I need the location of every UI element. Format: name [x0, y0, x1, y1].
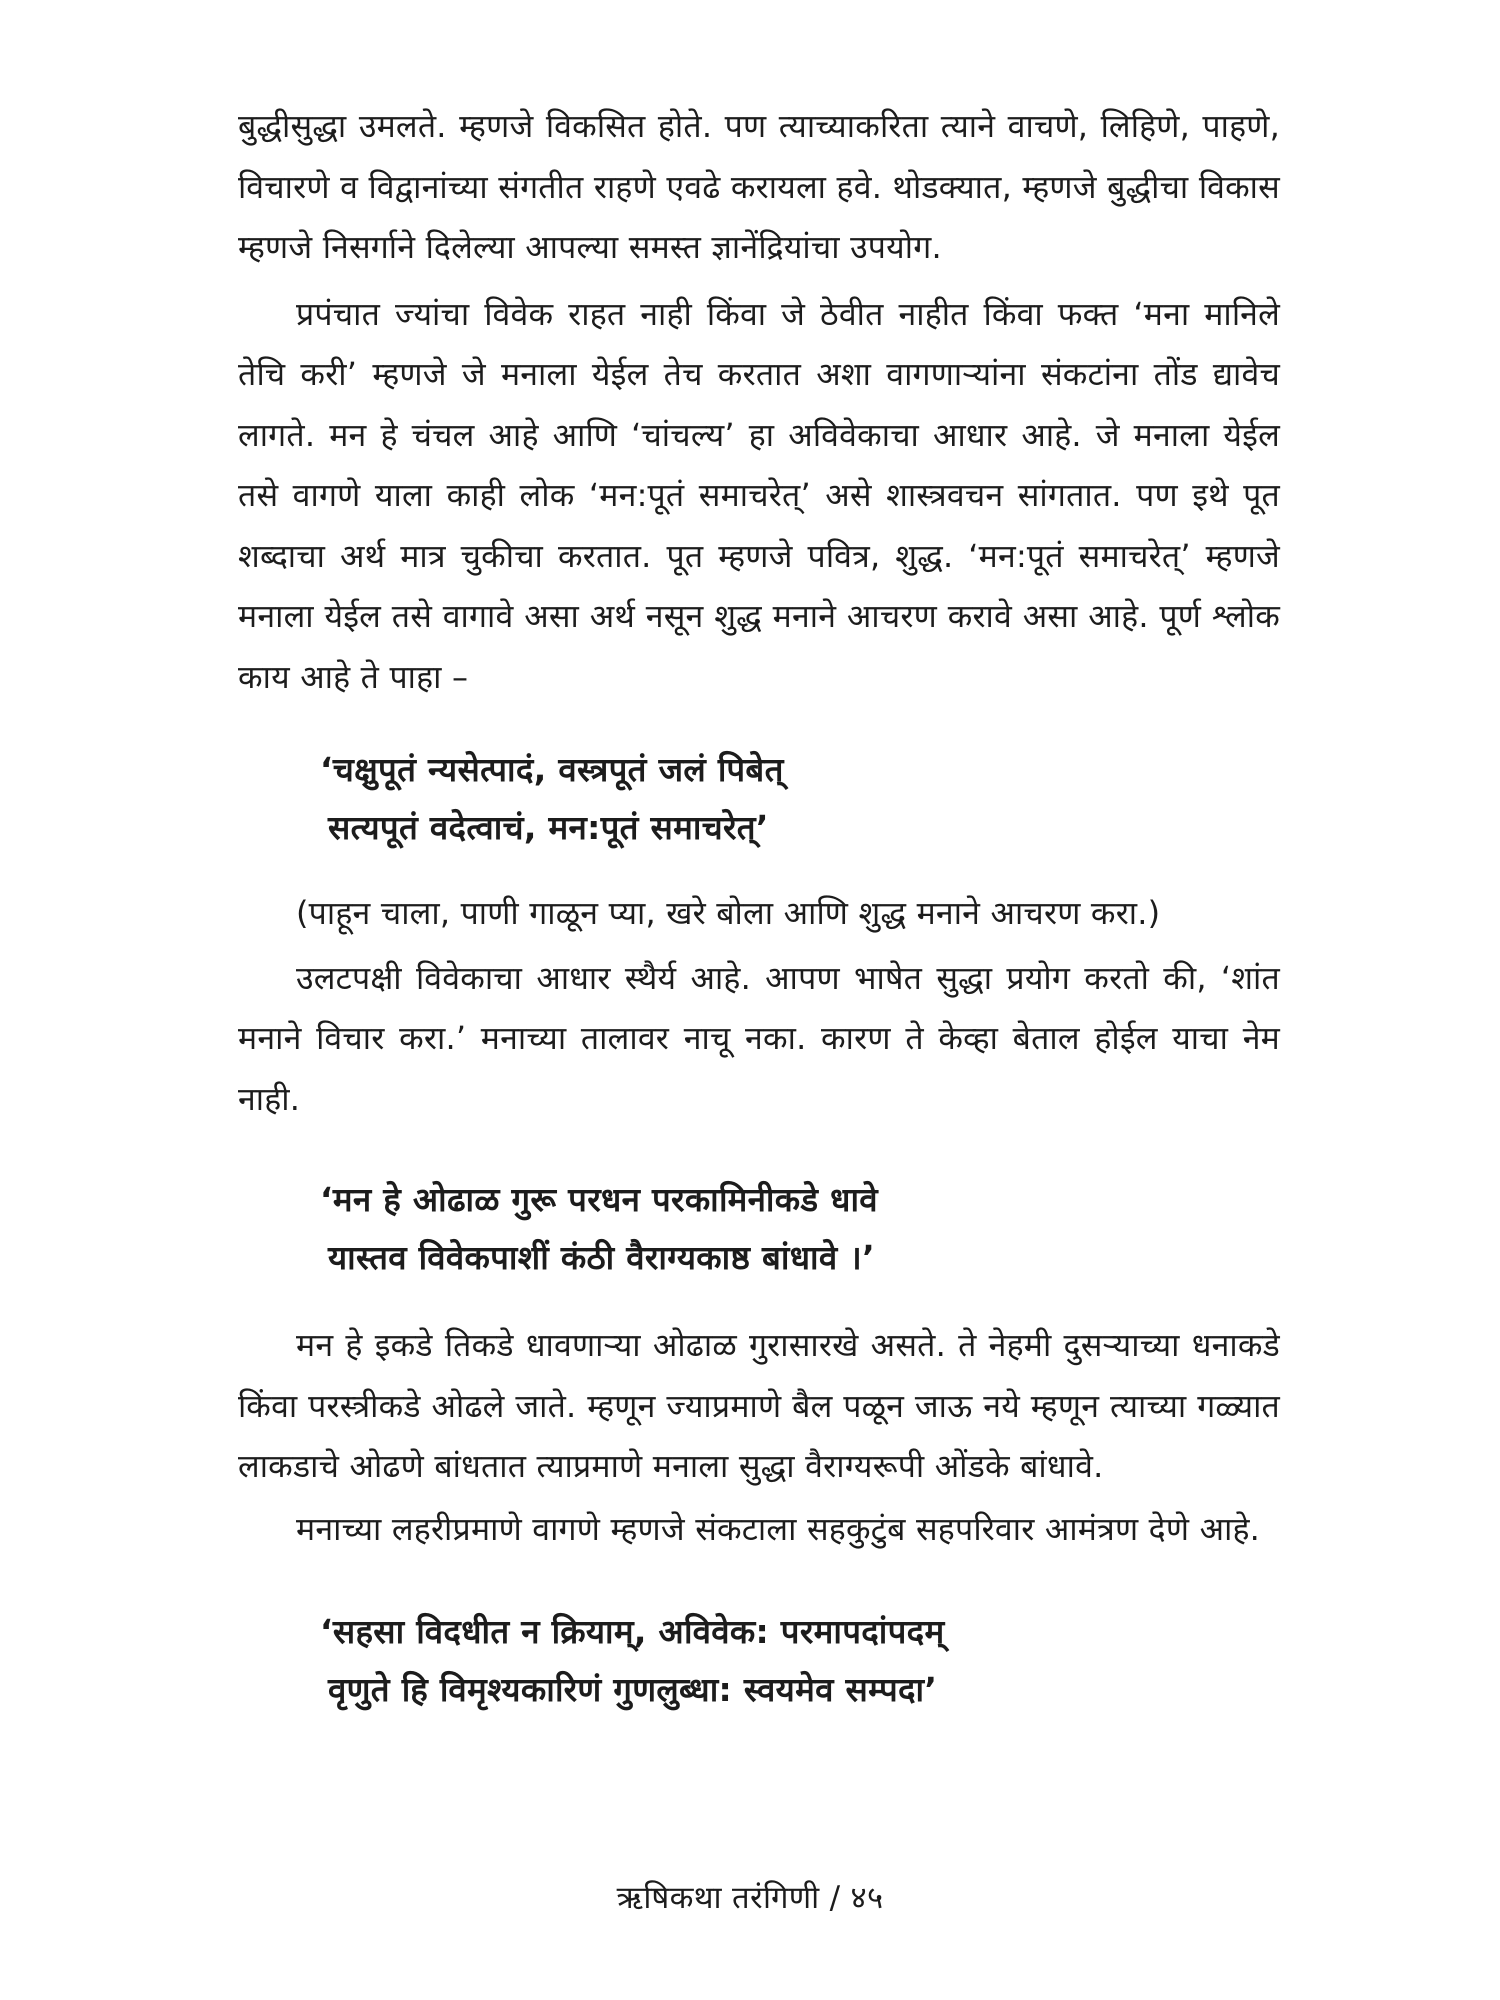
- page-footer: ऋषिकथा तरंगिणी / ४५: [616, 1880, 884, 1916]
- verse-3-line-2: वृणुते हि विमृश्यकारिणं गुणलुब्धा: स्वयमेव सम्पदा’: [328, 1670, 938, 1709]
- paragraph-whims: मनाच्या लहरीप्रमाणे वागणे म्हणजे संकटाला सहकुटुंब सहपरिवार आमंत्रण देणे आहे.: [296, 1509, 1261, 1548]
- verse-2-line-2: यास्तव विवेकपाशीं कंठी वैराग्यकाष्ठ बांधावे ।’: [328, 1238, 875, 1277]
- paragraph-translation: (पाहून चाला, पाणी गाळून प्या, खरे बोला आणि शुद्ध मनाने आचरण करा.): [296, 894, 1161, 932]
- verse-1-line-1: ‘चक्षुपूतं न्यसेत्पादं, वस्त्रपूतं जलं पिबेत्: [320, 750, 784, 789]
- verse-3-line-1: ‘सहसा विदधीत न क्रियाम्, अविवेक: परमापदांपदम्: [320, 1612, 945, 1651]
- verse-block-2: [320, 1171, 1280, 1287]
- verse-block-1: [320, 741, 1280, 857]
- paragraph-discernment: प्रपंचात ज्यांचा विवेक राहत नाही किंवा जे ठेवीत नाहीत किंवा फक्त ‘मना मानिले तेचि करी’ म्हणजे जे मनाला येईल तेच करतात अशा वागणाऱ्यांना संकटांना तोंड द्यावेच लागते. मन हे चंचल आहे आणि ‘चांचल्य’ हा अविवेकाचा आधार आहे. जे मनाला येईल तसे वागणे याला काही लोक ‘मन:पूतं समाचरेत्’ असे शास्त्रवचन सांगतात. पण इथे पूत शब्दाचा अर्थ मात्र चुकीचा करतात. पूत म्हणजे पवित्र, शुद्ध. ‘मन:पूतं समाचरेत्’ म्हणजे मनाला येईल तसे वागावे असा अर्थ नसून शुद्ध मनाने आचरण करावे असा आहे. पूर्ण श्लोक काय आहे ते पाहा –: [238, 294, 1280, 696]
- page-body: [238, 96, 1280, 1719]
- verse-block-3: [320, 1603, 1280, 1719]
- paragraph-intro: बुद्धीसुद्धा उमलते. म्हणजे विकसित होते. पण त्याच्याकरिता त्याने वाचणे, लिहिणे, पाहणे, विचारणे व विद्वानांच्या संगतीत राहणे एवढे करायला हवे. थोडक्यात, म्हणजे बुद्धीचा विकास म्हणजे निसर्गाने दिलेल्या आपल्या समस्त ज्ञानेंद्रियांचा उपयोग.: [238, 107, 1280, 266]
- paragraph-wandering-mind: मन हे इकडे तिकडे धावणाऱ्या ओढाळ गुरासारखे असते. ते नेहमी दुसऱ्याच्या धनाकडे किंवा परस्त्रीकडे ओढले जाते. म्हणून ज्याप्रमाणे बैल पळून जाऊ नये म्हणून त्याच्या गळ्यात लाकडाचे ओढणे बांधतात त्याप्रमाणे मनाला सुद्धा वैराग्यरूपी ओंडके बांधावे.: [238, 1326, 1280, 1485]
- verse-2-line-1: ‘मन हे ओढाळ गुरू परधन परकामिनीकडे धावे: [320, 1180, 878, 1219]
- verse-1-line-2: सत्यपूतं वदेत्वाचं, मन:पूतं समाचरेत्’: [328, 808, 769, 847]
- paragraph-stability: उलटपक्षी विवेकाचा आधार स्थैर्य आहे. आपण भाषेत सुद्धा प्रयोग करतो की, ‘शांत मनाने विचार करा.’ मनाच्या तालावर नाचू नका. कारण ते केव्हा बेताल होईल याचा नेम नाही.: [238, 958, 1280, 1118]
